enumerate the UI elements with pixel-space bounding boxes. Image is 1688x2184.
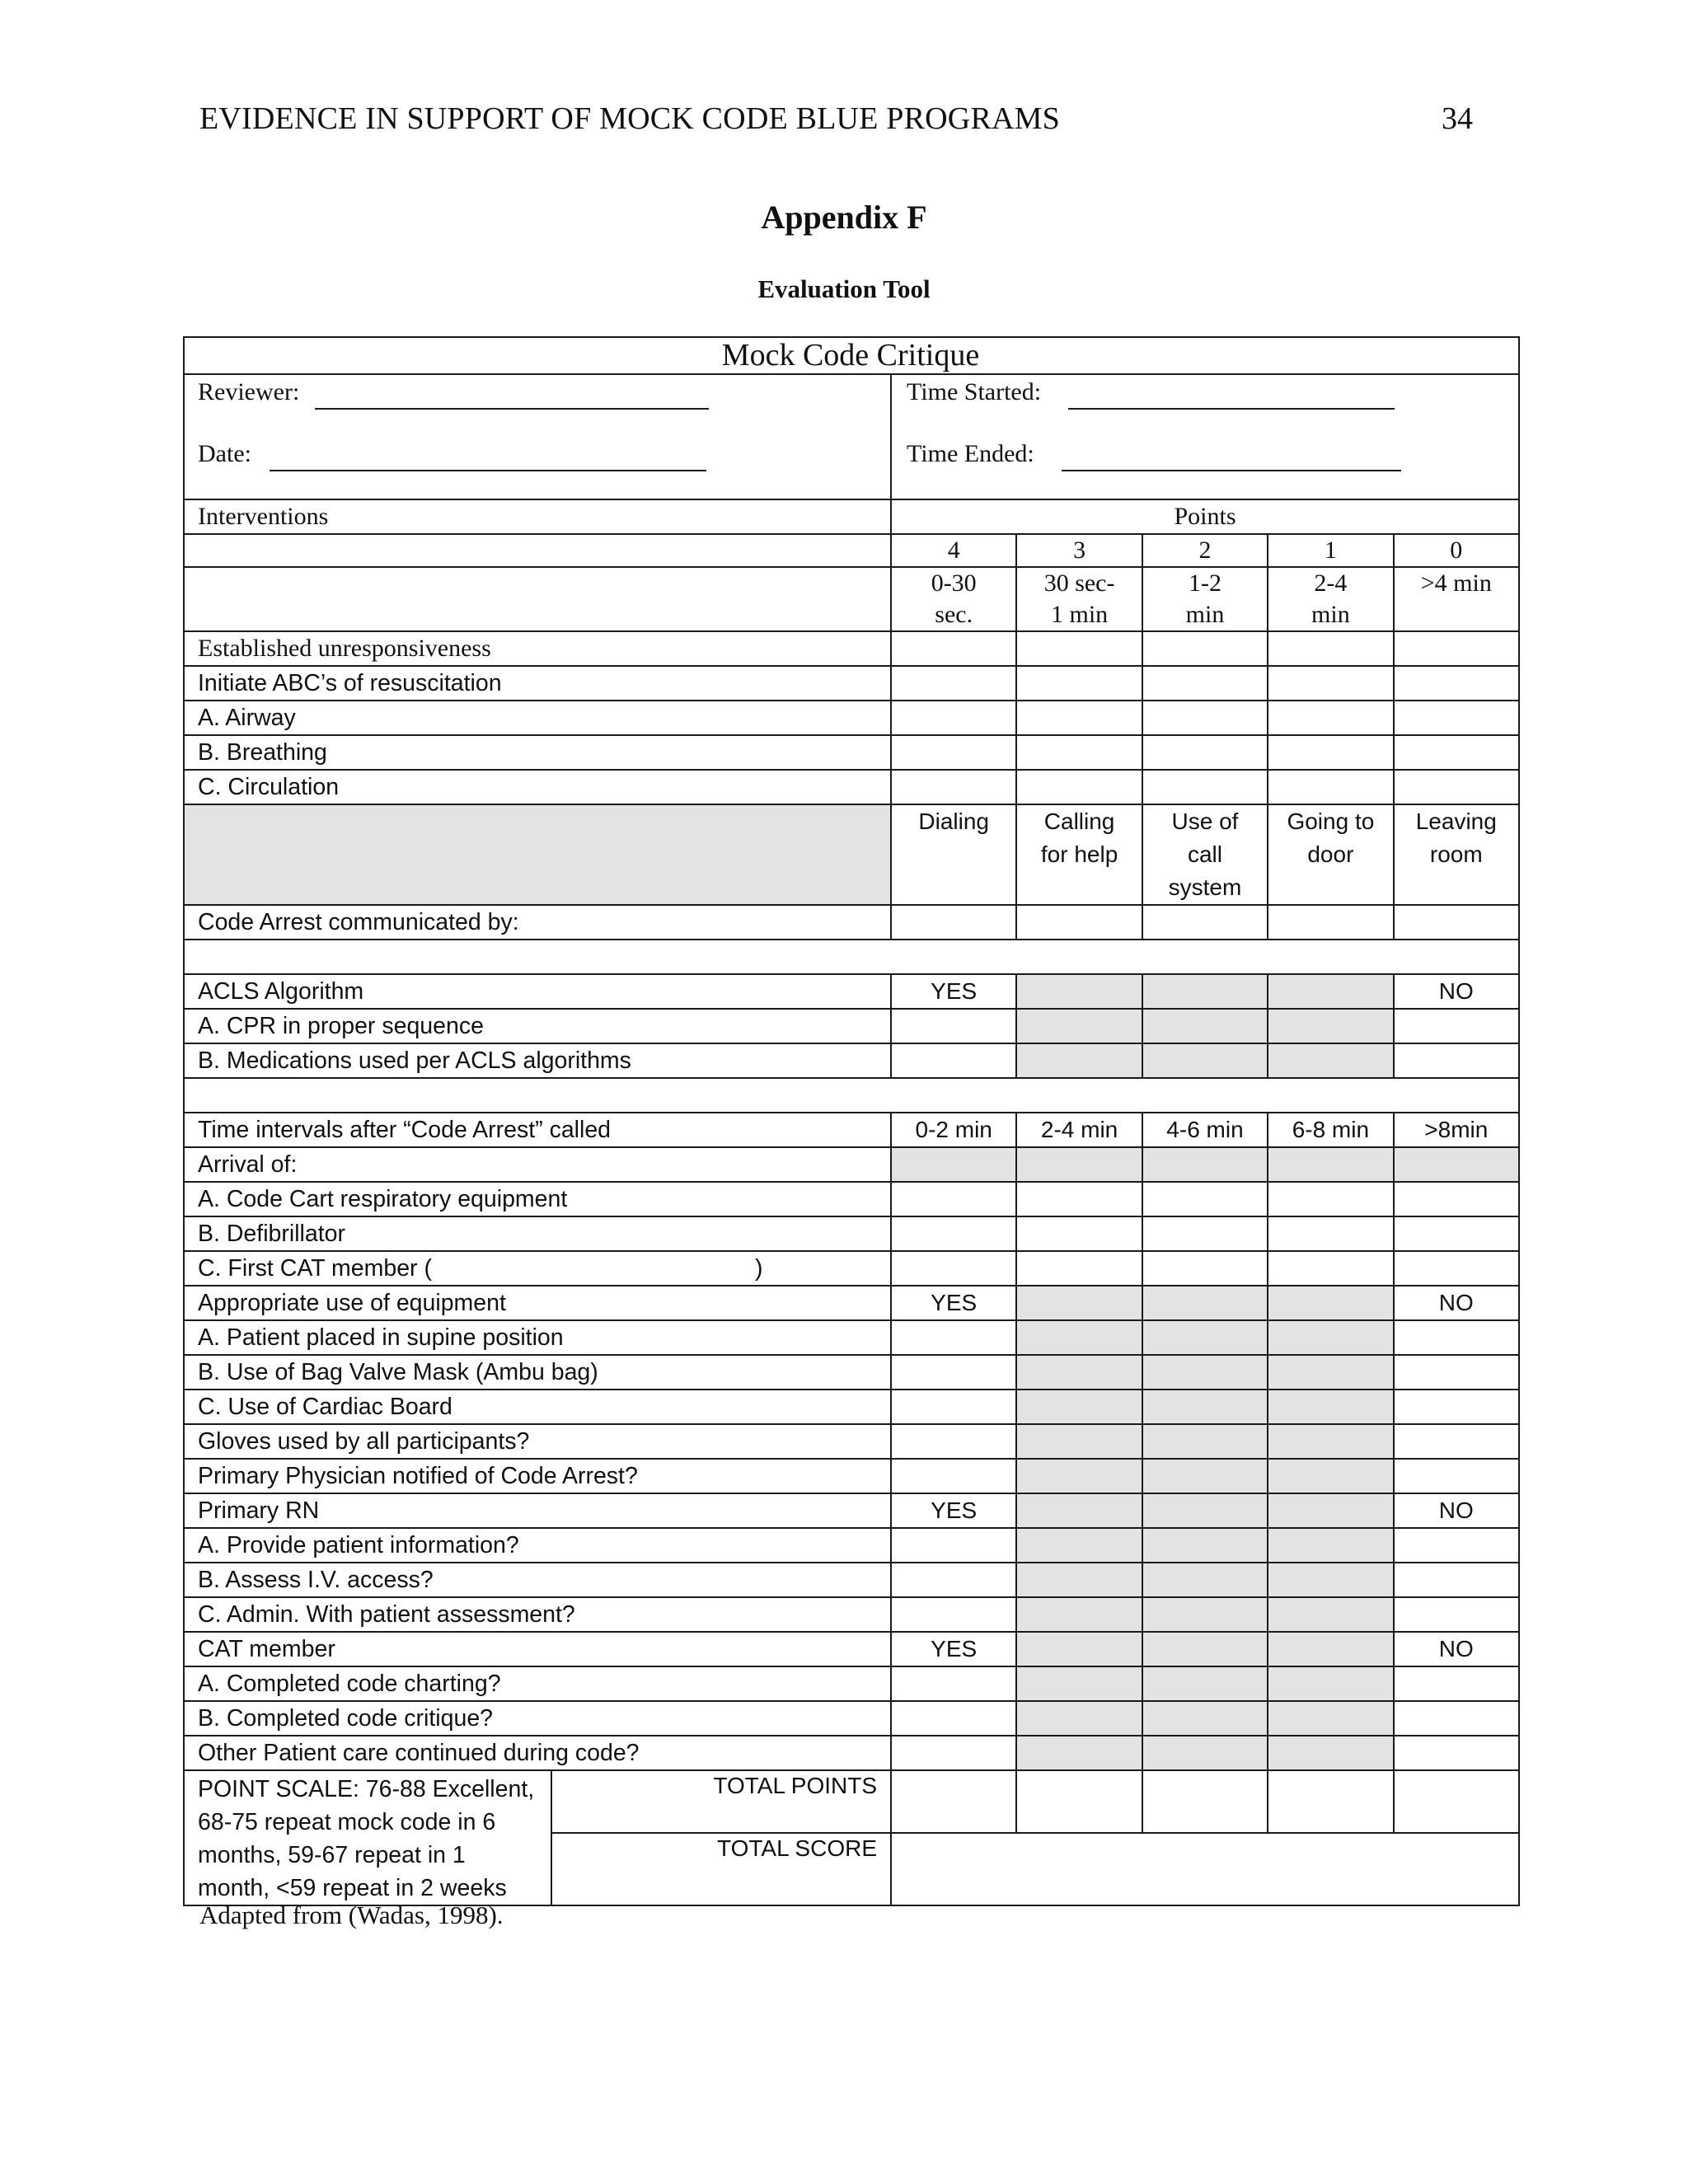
points-label: Points (1174, 503, 1236, 530)
item-label-cell (183, 632, 892, 667)
item-label-cell (183, 1217, 892, 1252)
na-cell (1268, 1286, 1394, 1321)
time-ended-field[interactable] (1062, 470, 1401, 471)
score-cell[interactable] (892, 1598, 1017, 1633)
item-label: B. Assess I.V. access? (198, 1566, 434, 1593)
time-range-cell (1395, 568, 1520, 632)
point-value-cell (1143, 535, 1268, 568)
point-value-cell (892, 535, 1017, 568)
score-cell[interactable] (1017, 1252, 1142, 1286)
score-cell[interactable] (1395, 736, 1520, 771)
na-cell (1268, 1044, 1394, 1079)
item-label: C. Use of Cardiac Board (198, 1393, 452, 1420)
na-cell (1268, 1667, 1394, 1702)
score-cell[interactable] (1395, 906, 1520, 940)
na-cell (1017, 1148, 1142, 1183)
time-range-cell (1268, 568, 1394, 632)
na-cell (1143, 1563, 1268, 1598)
score-cell[interactable] (892, 736, 1017, 771)
blank-label-cell (183, 535, 892, 568)
point-value-cell (1268, 535, 1394, 568)
point-value: 2 (1198, 537, 1212, 564)
date-label: Date: (198, 440, 251, 467)
score-cell[interactable] (1395, 1633, 1520, 1667)
score-cell[interactable] (1395, 771, 1520, 805)
na-cell (1017, 1010, 1142, 1044)
score-cell[interactable] (1017, 632, 1142, 667)
score-cell[interactable] (1395, 1702, 1520, 1736)
acls-label: ACLS Algorithm (198, 977, 364, 1005)
item-label-cell (183, 1113, 892, 1148)
score-cell[interactable] (892, 701, 1017, 736)
interventions-header (183, 500, 892, 535)
score-cell[interactable] (1143, 1217, 1268, 1252)
item-label: C. Circulation (198, 773, 340, 800)
na-cell (1017, 1702, 1142, 1736)
score-cell[interactable] (1395, 975, 1520, 1010)
comm-option: Dialing (918, 808, 989, 834)
score-cell[interactable] (1017, 1183, 1142, 1217)
point-scale: POINT SCALE: 76-88 Excellent, 68-75 repeat mock code in 6 months, 59-67 repeat in 1 month, <59 repeat in 2 weeks (198, 1776, 535, 1901)
item-label-cell (183, 1148, 892, 1183)
interval-range: >8min (1424, 1117, 1489, 1142)
na-cell (1268, 1633, 1394, 1667)
na-cell (1017, 1736, 1142, 1771)
score-cell[interactable] (1017, 667, 1142, 701)
item-label: A. Patient placed in supine position (198, 1324, 564, 1351)
score-cell[interactable] (1017, 771, 1142, 805)
na-cell (1268, 1321, 1394, 1356)
score-cell[interactable] (1395, 1494, 1520, 1529)
na-cell (1268, 1356, 1394, 1390)
score-cell[interactable] (892, 1356, 1017, 1390)
point-value: 1 (1324, 537, 1337, 564)
item-label-cell (183, 1702, 892, 1736)
score-cell[interactable] (1268, 1113, 1394, 1148)
item-label: C. Admin. With patient assessment? (198, 1601, 575, 1628)
score-cell[interactable] (892, 1286, 1017, 1321)
yes-header: YES (931, 1636, 978, 1661)
point-value-cell (1017, 535, 1142, 568)
na-cell (1017, 1390, 1142, 1425)
running-title: EVIDENCE IN SUPPORT OF MOCK CODE BLUE PROGRAMS (199, 101, 1060, 136)
score-cell[interactable] (892, 1425, 1017, 1460)
score-cell[interactable] (1143, 632, 1268, 667)
na-cell (1143, 1286, 1268, 1321)
score-cell[interactable] (1395, 1563, 1520, 1598)
comm-option-cell (1017, 805, 1142, 906)
total-points-label: TOTAL POINTS (713, 1773, 877, 1798)
na-cell (1143, 1044, 1268, 1079)
score-cell[interactable] (1143, 906, 1268, 940)
score-cell[interactable] (1143, 736, 1268, 771)
time-cell (892, 375, 1520, 500)
item-label-cell (183, 701, 892, 736)
score-cell[interactable] (892, 1460, 1017, 1494)
score-cell[interactable] (1395, 1598, 1520, 1633)
total-score-cell[interactable] (892, 1834, 1520, 1906)
na-cell (1268, 975, 1394, 1010)
score-cell[interactable] (1017, 736, 1142, 771)
na-cell (1017, 1633, 1142, 1667)
time-range: 2-4 min (1311, 569, 1350, 628)
total-points-cell[interactable] (1143, 1771, 1268, 1834)
total-points-cell[interactable] (892, 1771, 1017, 1834)
item-label-cell (183, 667, 892, 701)
na-cell (1017, 1286, 1142, 1321)
na-cell (1268, 1148, 1394, 1183)
item-label-cell (183, 1633, 892, 1667)
score-cell[interactable] (1395, 1529, 1520, 1563)
na-cell (1268, 1563, 1394, 1598)
item-label-cell (183, 1183, 892, 1217)
na-cell (1143, 1736, 1268, 1771)
item-label: A. Airway (198, 704, 296, 731)
na-cell (1017, 1044, 1142, 1079)
score-cell[interactable] (1268, 1217, 1394, 1252)
score-cell[interactable] (1268, 701, 1394, 736)
item-label: C. First CAT member ( (198, 1254, 432, 1282)
cat-member-label: CAT member (198, 1635, 335, 1662)
score-cell[interactable] (1268, 1252, 1394, 1286)
score-cell[interactable] (892, 1217, 1017, 1252)
na-cell (1017, 1598, 1142, 1633)
score-cell[interactable] (892, 906, 1017, 940)
score-cell[interactable] (1395, 1736, 1520, 1771)
yes-header: YES (931, 978, 978, 1004)
na-cell (1143, 1529, 1268, 1563)
score-cell[interactable] (892, 1044, 1017, 1079)
score-cell[interactable] (1395, 632, 1520, 667)
na-cell (1143, 1321, 1268, 1356)
point-scale-cell (183, 1771, 552, 1906)
interval-range: 2-4 min (1040, 1117, 1118, 1142)
running-head (199, 101, 1473, 142)
comm-option: Leaving room (1415, 808, 1497, 867)
comm-option-cell (892, 805, 1017, 906)
total-score-label-cell (552, 1834, 892, 1906)
item-label: A. Provide patient information? (198, 1531, 519, 1558)
primary-rn-label: Primary RN (198, 1497, 320, 1524)
page-number: 34 (1442, 101, 1473, 136)
time-started-field[interactable] (1068, 408, 1395, 410)
time-range: 0-30 sec. (931, 569, 977, 628)
interval-label: Time intervals after “Code Arrest” called (198, 1116, 612, 1143)
item-label-cell (183, 1010, 892, 1044)
score-cell[interactable] (1395, 1286, 1520, 1321)
item-label-cell (183, 1425, 892, 1460)
item-label-cell (183, 1494, 892, 1529)
time-range-cell (1017, 568, 1142, 632)
na-cell (1017, 1529, 1142, 1563)
score-cell[interactable] (1268, 667, 1394, 701)
comm-option-cell (1395, 805, 1520, 906)
score-cell[interactable] (1017, 1217, 1142, 1252)
item-label: B. Breathing (198, 738, 327, 766)
score-cell[interactable] (1017, 1113, 1142, 1148)
comm-option: Use of call system (1168, 808, 1242, 900)
score-cell[interactable] (1395, 1044, 1520, 1079)
na-cell (1017, 1460, 1142, 1494)
score-cell[interactable] (892, 1529, 1017, 1563)
date-field[interactable] (270, 470, 706, 471)
item-label: B. Medications used per ACLS algorithms (198, 1047, 631, 1074)
item-label-cell (183, 1286, 892, 1321)
na-cell (1017, 1494, 1142, 1529)
na-cell (1143, 1425, 1268, 1460)
score-cell[interactable] (892, 1321, 1017, 1356)
points-header (892, 500, 1520, 535)
time-range-cell (892, 568, 1017, 632)
na-cell (892, 1148, 1017, 1183)
interval-range: 4-6 min (1166, 1117, 1244, 1142)
score-cell[interactable] (1143, 1183, 1268, 1217)
na-cell (1268, 1736, 1394, 1771)
item-label: Established unresponsiveness (198, 635, 491, 662)
score-cell[interactable] (892, 1736, 1017, 1771)
score-cell[interactable] (892, 1494, 1017, 1529)
total-points-cell[interactable] (1395, 1771, 1520, 1834)
no-header: NO (1438, 1497, 1474, 1523)
na-cell (1143, 1494, 1268, 1529)
point-value-cell (1395, 535, 1520, 568)
na-cell (1143, 1460, 1268, 1494)
interventions-label: Interventions (198, 503, 329, 530)
item-label: Other Patient care continued during code? (198, 1739, 640, 1766)
score-cell[interactable] (1143, 1113, 1268, 1148)
time-range: 30 sec-1 min (1043, 569, 1115, 628)
point-value: 4 (947, 537, 960, 564)
na-cell (1143, 1390, 1268, 1425)
score-cell[interactable] (892, 667, 1017, 701)
item-label: B. Use of Bag Valve Mask (Ambu bag) (198, 1358, 598, 1385)
appendix-subtitle: Evaluation Tool (757, 274, 931, 303)
score-cell[interactable] (1395, 701, 1520, 736)
score-cell[interactable] (1268, 736, 1394, 771)
item-label: B. Defibrillator (198, 1220, 345, 1247)
form-title: Mock Code Critique (721, 337, 980, 373)
item-label-cell (183, 1598, 892, 1633)
score-cell[interactable] (1395, 1356, 1520, 1390)
score-cell[interactable] (892, 1252, 1017, 1286)
na-cell (1268, 1390, 1394, 1425)
na-cell (1017, 1321, 1142, 1356)
na-cell (1143, 1633, 1268, 1667)
score-cell[interactable] (892, 632, 1017, 667)
na-cell (1268, 1425, 1394, 1460)
score-cell[interactable] (1017, 701, 1142, 736)
score-cell[interactable] (892, 1563, 1017, 1598)
item-label-cell (183, 1321, 892, 1356)
score-cell[interactable] (1143, 667, 1268, 701)
score-cell[interactable] (1395, 1667, 1520, 1702)
point-value: 0 (1450, 537, 1463, 564)
arrival-label: Arrival of: (198, 1151, 298, 1178)
item-label-cell (183, 1529, 892, 1563)
comm-options-label-cell (183, 805, 892, 906)
time-range: 1-2 min (1185, 569, 1225, 628)
form-title-cell (183, 336, 1520, 375)
mock-code-critique-form (183, 336, 1520, 1906)
interval-range: 6-8 min (1292, 1117, 1370, 1142)
item-label-cell (183, 771, 892, 805)
item-label-cell (183, 1736, 892, 1771)
item-label: A. Completed code charting? (198, 1670, 501, 1697)
item-label: B. Completed code critique? (198, 1704, 494, 1732)
spacer-row (183, 940, 1520, 975)
na-cell (1268, 1598, 1394, 1633)
na-cell (1017, 1667, 1142, 1702)
score-cell[interactable] (1395, 1183, 1520, 1217)
comm-label: Code Arrest communicated by: (198, 908, 519, 935)
item-label: A. CPR in proper sequence (198, 1012, 484, 1039)
total-points-cell[interactable] (1017, 1771, 1142, 1834)
item-label-cell (183, 1460, 892, 1494)
score-cell[interactable] (892, 1183, 1017, 1217)
yes-header: YES (931, 1290, 978, 1315)
score-cell[interactable] (1395, 667, 1520, 701)
yes-header: YES (931, 1497, 978, 1523)
item-label: Initiate ABC’s of resuscitation (198, 669, 502, 696)
score-cell[interactable] (1395, 1460, 1520, 1494)
interval-range: 0-2 min (915, 1117, 992, 1142)
item-label: Gloves used by all participants? (198, 1427, 530, 1455)
score-cell[interactable] (1143, 1252, 1268, 1286)
score-cell[interactable] (1017, 906, 1142, 940)
score-cell[interactable] (1395, 1425, 1520, 1460)
score-cell[interactable] (1268, 771, 1394, 805)
item-label-cell (183, 736, 892, 771)
na-cell (1017, 1563, 1142, 1598)
time-range-cell (1143, 568, 1268, 632)
na-cell (1268, 1460, 1394, 1494)
equipment-label: Appropriate use of equipment (198, 1289, 506, 1316)
score-cell[interactable] (892, 1010, 1017, 1044)
score-cell[interactable] (892, 1390, 1017, 1425)
na-cell (1017, 1425, 1142, 1460)
comm-option-cell (1143, 805, 1268, 906)
score-cell[interactable] (892, 975, 1017, 1010)
item-label-cell (183, 1563, 892, 1598)
close-paren: ) (755, 1254, 763, 1282)
item-label-cell (183, 1252, 892, 1286)
total-score-label: TOTAL SCORE (717, 1835, 877, 1861)
score-cell[interactable] (892, 1702, 1017, 1736)
item-label-cell (183, 1667, 892, 1702)
source-caption: Adapted from (Wadas, 1998). (199, 1900, 504, 1929)
item-label: A. Code Cart respiratory equipment (198, 1185, 568, 1212)
total-points-cell[interactable] (1268, 1771, 1394, 1834)
score-cell[interactable] (892, 1633, 1017, 1667)
na-cell (1143, 1598, 1268, 1633)
na-cell (1017, 975, 1142, 1010)
na-cell (1143, 975, 1268, 1010)
spacer-row (183, 1079, 1520, 1113)
time-ended-label: Time Ended: (907, 440, 1034, 467)
time-range: >4 min (1420, 569, 1492, 597)
item-label-cell (183, 1390, 892, 1425)
score-cell[interactable] (1395, 1010, 1520, 1044)
na-cell (1017, 1356, 1142, 1390)
score-cell[interactable] (1268, 632, 1394, 667)
comm-option: Going to door (1287, 808, 1375, 867)
reviewer-label: Reviewer: (198, 378, 300, 405)
na-cell (1268, 1494, 1394, 1529)
item-label-cell (183, 906, 892, 940)
score-cell[interactable] (1395, 1321, 1520, 1356)
na-cell (1143, 1667, 1268, 1702)
na-cell (1143, 1702, 1268, 1736)
score-cell[interactable] (1395, 1113, 1520, 1148)
comm-option: Calling for help (1040, 808, 1118, 867)
score-cell[interactable] (1395, 1217, 1520, 1252)
item-label-cell (183, 1044, 892, 1079)
score-cell[interactable] (892, 1667, 1017, 1702)
time-started-label: Time Started: (907, 378, 1042, 405)
na-cell (1143, 1356, 1268, 1390)
reviewer-date-cell (183, 375, 892, 500)
item-label: Primary Physician notified of Code Arrest? (198, 1462, 638, 1489)
no-header: NO (1438, 1636, 1474, 1661)
na-cell (1395, 1148, 1520, 1183)
blank-label-cell (183, 568, 892, 632)
na-cell (1268, 1702, 1394, 1736)
score-cell[interactable] (1395, 1252, 1520, 1286)
na-cell (1143, 1148, 1268, 1183)
no-header: NO (1438, 978, 1474, 1004)
na-cell (1268, 1529, 1394, 1563)
appendix-title: Appendix F (761, 199, 927, 236)
score-cell[interactable] (892, 1113, 1017, 1148)
score-cell[interactable] (1268, 906, 1394, 940)
reviewer-field[interactable] (315, 408, 709, 410)
item-label-cell (183, 975, 892, 1010)
item-label-cell (183, 1356, 892, 1390)
comm-option-cell (1268, 805, 1394, 906)
no-header: NO (1438, 1290, 1474, 1315)
point-value: 3 (1073, 537, 1086, 564)
na-cell (1143, 1010, 1268, 1044)
score-cell[interactable] (1143, 701, 1268, 736)
score-cell[interactable] (1395, 1390, 1520, 1425)
score-cell[interactable] (1143, 771, 1268, 805)
score-cell[interactable] (892, 771, 1017, 805)
total-points-label-cell (552, 1771, 892, 1834)
score-cell[interactable] (1268, 1183, 1394, 1217)
na-cell (1268, 1010, 1394, 1044)
